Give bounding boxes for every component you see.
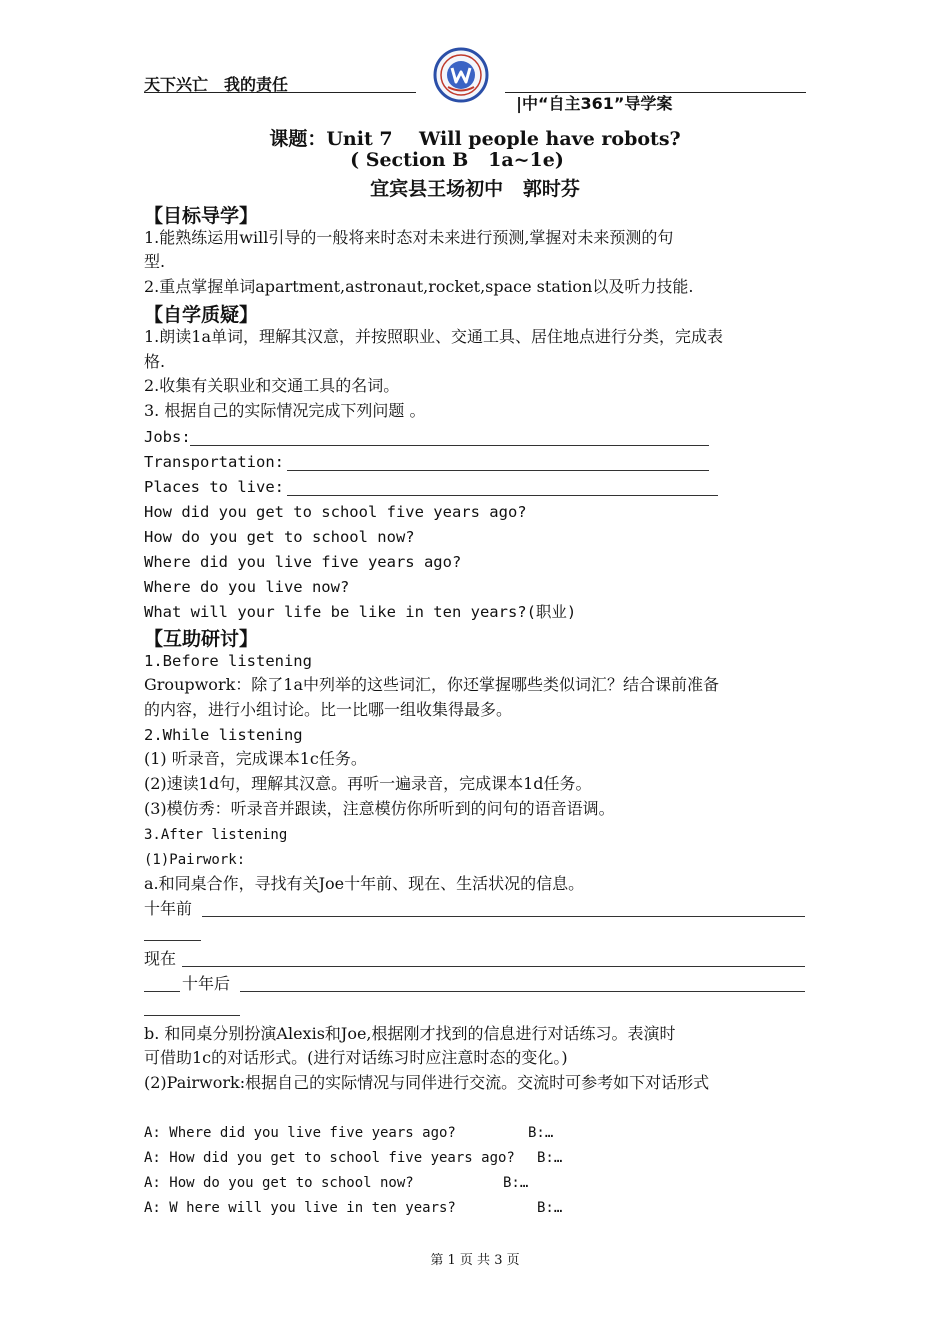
goal-line: 1.能熟练运用will引导的一般将来时态对未来进行预测,掌握对未来预测的句 — [144, 228, 674, 247]
discussion-line: 2.While listening — [144, 726, 303, 744]
lesson-author: 宜宾县王场初中 郭时芬 — [370, 178, 580, 200]
fill-label-places: Places to live: — [144, 478, 284, 496]
section-heading-discussion: 【互助研讨】 — [144, 628, 259, 650]
question-line: How did you get to school five years ago? — [144, 503, 527, 521]
pairwork-line: b. 和同桌分别扮演Alexis和Joe,根据刚才找到的信息进行对话练习。表演时 — [144, 1024, 676, 1043]
dialogue-question: A: How did you get to school five years ago? — [144, 1150, 515, 1166]
fill-blank-ten-years-later[interactable] — [240, 991, 805, 992]
dialogue-answer: B:… — [537, 1150, 563, 1166]
pairwork-line: (2)Pairwork:根据自己的实际情况与同伴进行交流。交流时可参考如下对话形式 — [144, 1073, 710, 1092]
dialogue-question: A: Where did you live five years ago? — [144, 1125, 456, 1141]
goal-line: 型. — [144, 252, 166, 271]
self-study-line: 1.朗读1a单词，理解其汉意，并按照职业、交通工具、居住地点进行分类，完成表 — [144, 327, 723, 346]
fill-label-transportation: Transportation: — [144, 453, 284, 471]
question-line: Where do you live now? — [144, 578, 350, 596]
dialogue-answer: B:… — [537, 1200, 563, 1216]
school-logo-icon — [433, 47, 489, 103]
fill-blank-ten-years-ago-cont[interactable] — [144, 940, 201, 941]
discussion-line: a.和同桌合作，寻找有关Joe十年前、现在、生活状况的信息。 — [144, 874, 585, 893]
dialogue-answer: B:… — [503, 1175, 529, 1191]
discussion-line: 3.After listening — [144, 827, 288, 843]
goal-line: 2.重点掌握单词apartment,astronaut,rocket,space station以及听力技能. — [144, 277, 694, 296]
fill-blank-transportation[interactable] — [287, 470, 709, 471]
self-study-line: 格. — [144, 352, 166, 371]
fill-blank-now[interactable] — [182, 966, 805, 967]
fill-blank-ten-years-ago[interactable] — [202, 916, 805, 917]
section-heading-goals: 【目标导学】 — [144, 205, 259, 227]
discussion-line: (3)模仿秀：听录音并跟读，注意模仿你所听到的问句的语音语调。 — [144, 799, 615, 818]
dialogue-question: A: W here will you live in ten years? — [144, 1200, 456, 1216]
fill-blank-now-cont[interactable] — [144, 991, 180, 992]
fill-label-now: 现在 — [144, 949, 177, 968]
self-study-line: 2.收集有关职业和交通工具的名词。 — [144, 376, 400, 395]
fill-blank-jobs[interactable] — [190, 445, 709, 446]
discussion-line: (1) 听录音，完成课本1c任务。 — [144, 749, 367, 768]
fill-blank-places[interactable] — [287, 495, 718, 496]
lesson-section: ( Section B 1a~1e) — [350, 149, 564, 171]
header-title: |中“自主361”导学案 — [516, 94, 673, 113]
question-line: How do you get to school now? — [144, 528, 415, 546]
header-rule-left — [144, 92, 416, 93]
fill-label-jobs: Jobs: — [144, 428, 191, 446]
pairwork-line: 可借助1c的对话形式。(进行对话练习时应注意时态的变化。) — [144, 1048, 568, 1067]
discussion-line: Groupwork：除了1a中列举的这些词汇，你还掌握哪些类似词汇？结合课前准备 — [144, 675, 720, 694]
fill-label-ten-years-later: 十年后 — [182, 974, 231, 993]
dialogue-answer: B:… — [528, 1125, 554, 1141]
fill-blank-ten-years-later-cont[interactable] — [144, 1015, 240, 1016]
discussion-line: (2)速读1d句，理解其汉意。再听一遍录音，完成课本1d任务。 — [144, 774, 592, 793]
discussion-line: 的内容，进行小组讨论。比一比哪一组收集得最多。 — [144, 700, 513, 719]
section-heading-self-study: 【自学质疑】 — [144, 304, 259, 326]
self-study-line: 3. 根据自己的实际情况完成下列问题 。 — [144, 401, 426, 420]
header-motto: 天下兴亡 我的责任 — [144, 75, 289, 94]
dialogue-question: A: How do you get to school now? — [144, 1175, 414, 1191]
question-line: What will your life be like in ten years?(职业) — [144, 603, 577, 621]
header-rule-right — [505, 92, 806, 93]
discussion-line: 1.Before listening — [144, 652, 312, 670]
lesson-title: 课题：Unit 7 Will people have robots? — [269, 128, 681, 150]
page-number: 第 1 页 共 3 页 — [430, 1253, 520, 1268]
fill-label-ten-years-ago: 十年前 — [144, 899, 193, 918]
question-line: Where did you live five years ago? — [144, 553, 462, 571]
discussion-line: (1)Pairwork: — [144, 852, 246, 868]
